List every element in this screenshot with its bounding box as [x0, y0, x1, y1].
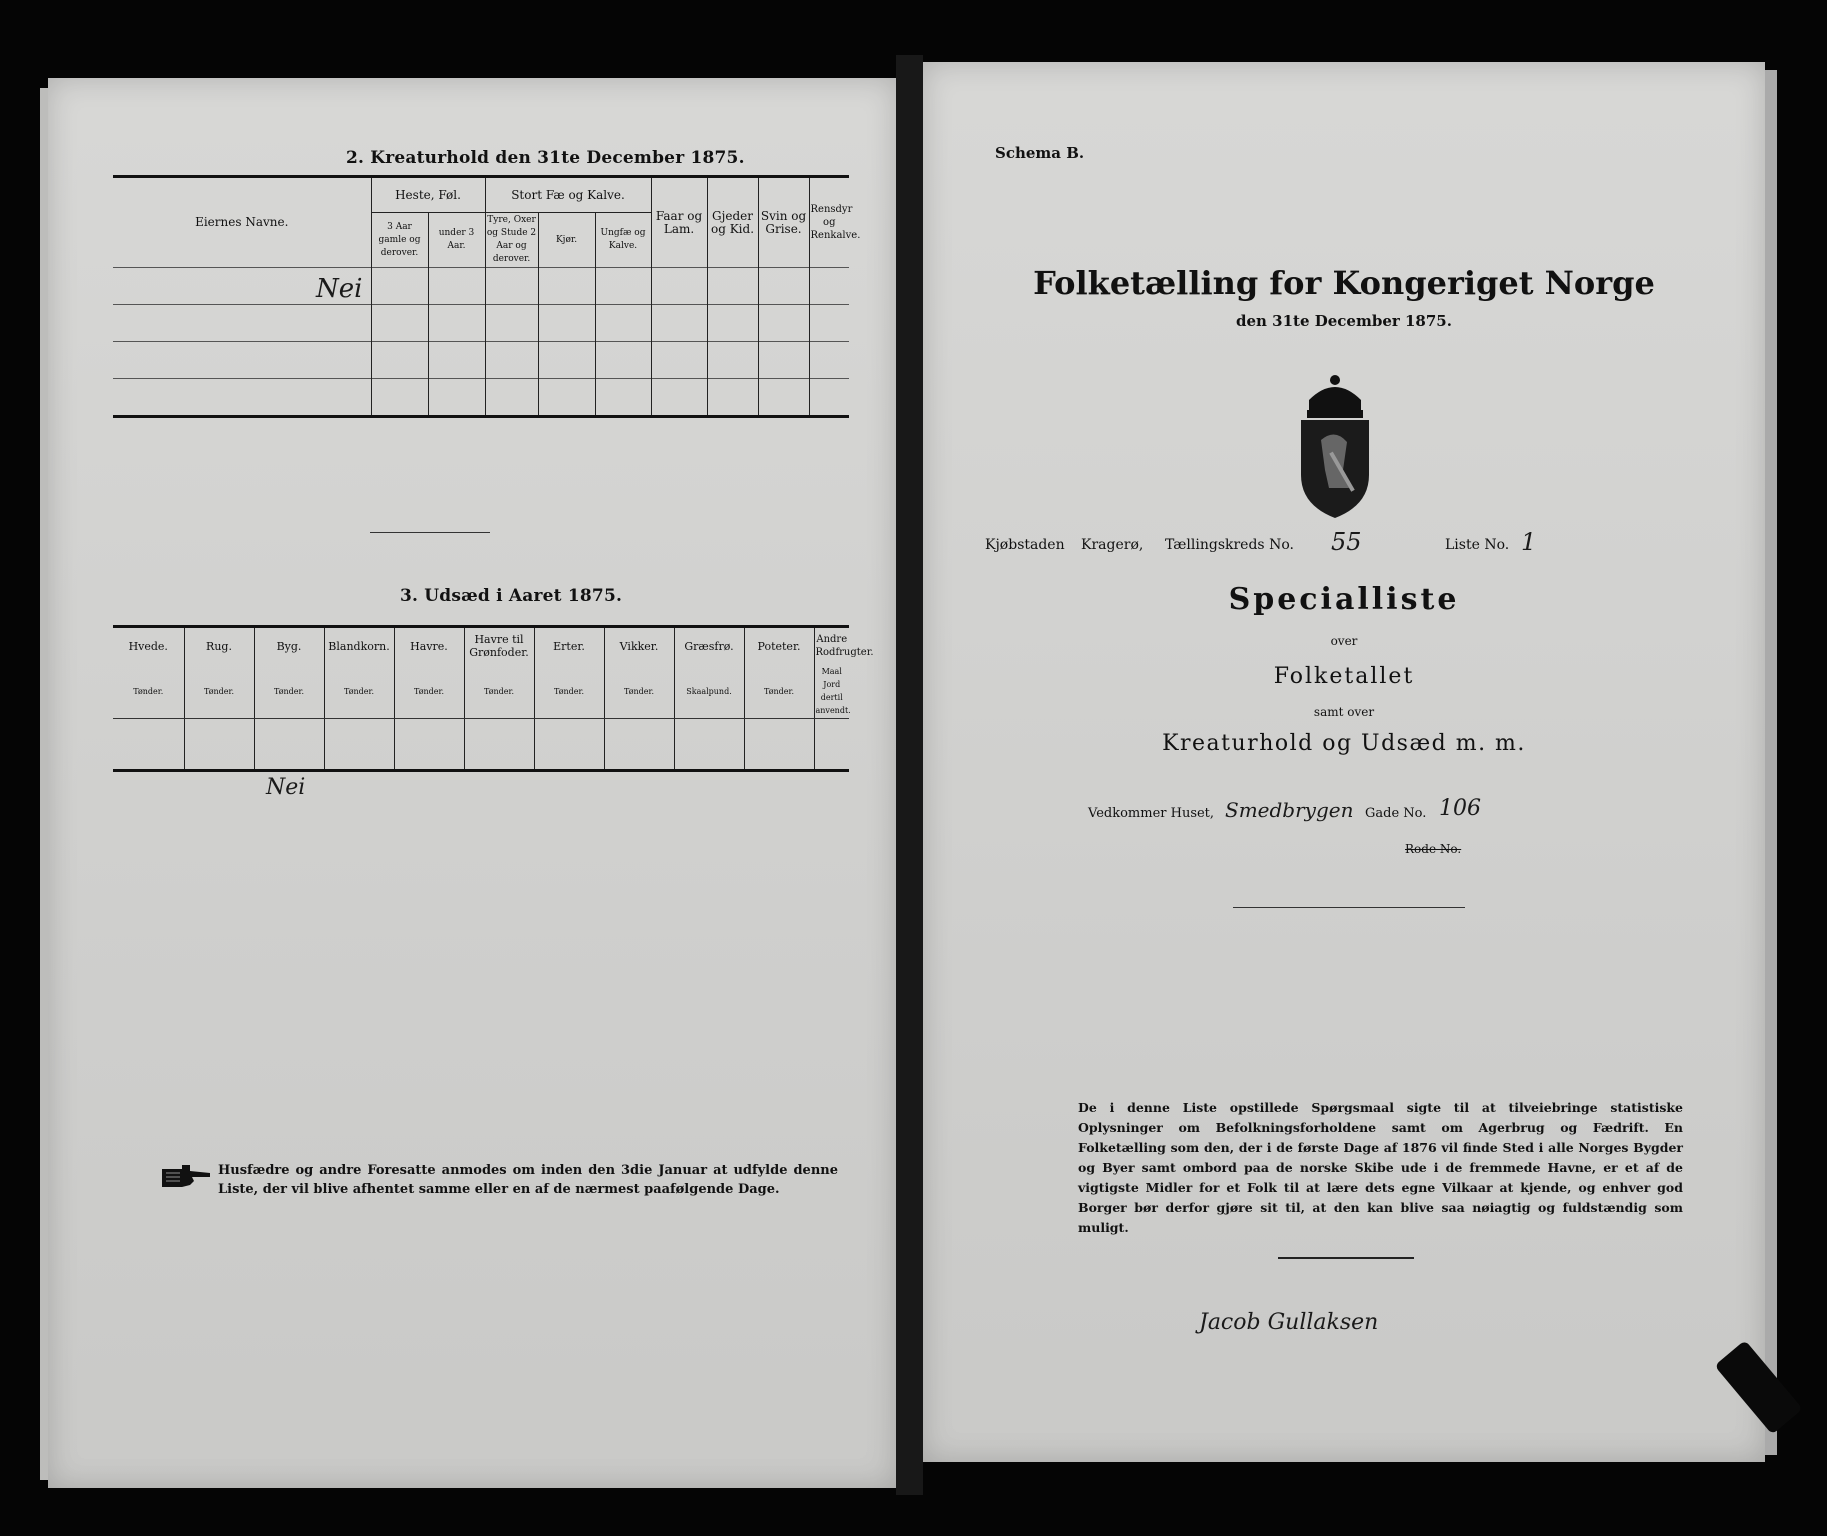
right-page-stack-edge [1765, 70, 1777, 1455]
sowing-col-header: Græsfrø. [674, 627, 744, 665]
sowing-cell [674, 719, 744, 771]
gade-value-handwritten: 106 [1439, 796, 1481, 821]
sowing-col-header: Havre til Grønfoder. [464, 627, 534, 665]
sowing-cell [744, 719, 814, 771]
sowing-table [113, 625, 874, 772]
sowing-col-unit: Tønder. [184, 664, 254, 719]
col-rensdyr-header: Rensdyr og Renkalve. [809, 177, 849, 268]
section-2-title: 2. Kreaturhold den 31te December 1875. [346, 148, 745, 168]
sowing-col-header: Erter. [534, 627, 604, 665]
stort-sub-header-3: Ungfæ og Kalve. [595, 213, 651, 268]
date-subtitle: den 31te December 1875. [1236, 312, 1452, 330]
sowing-col-header: Byg. [254, 627, 324, 665]
section-3-title: 3. Udsæd i Aaret 1875. [400, 586, 623, 606]
liste-label: Liste No. [1445, 537, 1510, 553]
sowing-cell [254, 719, 324, 771]
sowing-col-unit: Skaalpund. [674, 664, 744, 719]
sowing-cell [184, 719, 254, 771]
sowing-col-header: Blandkorn. [324, 627, 394, 665]
bleed-through-text [1623, 182, 1753, 1382]
samt-over-text: samt over [1313, 705, 1375, 719]
col-gjeder-header: Gjeder og Kid. [707, 177, 758, 268]
sowing-cell [814, 719, 849, 771]
divider-line [370, 532, 490, 533]
sowing-cell [534, 719, 604, 771]
sowing-col-header: Havre. [394, 627, 464, 665]
vedkommer-label: Vedkommer Huset, [1088, 806, 1215, 821]
right-page [923, 62, 1765, 1462]
liste-value-handwritten: 1 [1521, 528, 1537, 556]
pointing-hand-icon [160, 1163, 212, 1191]
sowing-col-unit: Tønder. [394, 664, 464, 719]
table-row [113, 268, 849, 305]
sowing-col-unit: Tønder. [324, 664, 394, 719]
stort-sub-header-1: Tyre, Oxer og Stude 2 Aar og derover. [485, 213, 538, 268]
heste-sub-header-1: 3 Aar gamle og derover. [371, 213, 428, 268]
sowing-cell [394, 719, 464, 771]
instruction-notice: Husfædre og andre Foresatte anmodes om inden den 3die Januar at udfylde denne Liste, der vil blive afhentet samme eller en af de nærmest paafølgende Dage. [218, 1163, 838, 1197]
instruction-paragraph: De i denne Liste opstillede Spørgsmaal sigte til at tilveiebringe statistiske Oplysninger om Befolkningsforholdene samt om Agerbrug og Fædrift. En Folketælling som den, der i de første Dage af 1876 vil finde Sted i alle Norges Bygder og Byer samt ombord paa de norske Skibe ude i de fremmede Havne, er et af de vigtigste Midler for et Folk til at lære dets egne Vilkaar at kjende, og enhver god Borger bør derfor gjøre sit til, at den kan blive saa nøiagtig og fuldstændig som muligt. [1078, 1100, 1683, 1235]
kreds-label: Tællingskreds No. [1165, 537, 1294, 553]
sowing-col-header: Andre Rodfrugter. [814, 627, 849, 665]
sowing-col-header: Poteter. [744, 627, 814, 665]
stort-sub-header-2: Kjør. [538, 213, 595, 268]
over-text-1: over [1330, 634, 1358, 648]
divider-line [1278, 1257, 1414, 1259]
bleed-through-text [58, 238, 158, 1438]
norwegian-coat-of-arms-icon [1279, 370, 1391, 520]
sowing-entry-handwritten: Nei [266, 775, 306, 800]
stort-fae-group-header: Stort Fæ og Kalve. [485, 177, 651, 213]
house-value-handwritten: Smedbrygen [1225, 798, 1354, 822]
col-owner-header: Eiernes Navne. [113, 177, 371, 268]
sowing-col-unit: Maal Jord dertil anvendt. [814, 664, 849, 719]
kjobstad-value: Kragerø, [1081, 537, 1144, 553]
divider-line [1233, 907, 1465, 908]
kjobstad-label: Kjøbstaden [985, 537, 1065, 553]
livestock-entry-handwritten: Nei [316, 274, 363, 304]
main-title: Folketælling for Kongeriget Norge [1033, 264, 1655, 302]
sowing-cell [324, 719, 394, 771]
kreds-value-handwritten: 55 [1331, 528, 1362, 556]
sowing-col-unit: Tønder. [534, 664, 604, 719]
sowing-col-unit: Tønder. [254, 664, 324, 719]
schema-label: Schema B. [995, 144, 1085, 162]
table-row [113, 305, 849, 342]
sowing-col-header: Rug. [184, 627, 254, 665]
sowing-cell [464, 719, 534, 771]
sowing-cell [604, 719, 674, 771]
kreaturhold-heading: Kreaturhold og Udsæd m. m. [1162, 731, 1526, 756]
folketallet-heading: Folketallet [1273, 664, 1415, 689]
sowing-col-unit: Tønder. [604, 664, 674, 719]
left-page [48, 78, 896, 1488]
book-spine [896, 55, 923, 1495]
col-svin-header: Svin og Grise. [758, 177, 809, 268]
sowing-col-unit: Tønder. [464, 664, 534, 719]
sowing-col-header: Vikker. [604, 627, 674, 665]
rode-label: Rode No. [1405, 842, 1462, 856]
sowing-col-unit: Tønder. [113, 664, 184, 719]
table-row [113, 719, 849, 771]
signature-handwritten: Jacob Gullaksen [1199, 1310, 1379, 1335]
livestock-table [113, 175, 861, 418]
heste-sub-header-2: under 3 Aar. [428, 213, 485, 268]
gade-label: Gade No. [1365, 806, 1427, 821]
heste-group-header: Heste, Føl. [371, 177, 485, 213]
sowing-col-unit: Tønder. [744, 664, 814, 719]
sowing-col-header: Hvede. [113, 627, 184, 665]
sowing-cell [113, 719, 184, 771]
col-faar-header: Faar og Lam. [651, 177, 707, 268]
specialliste-heading: Specialliste [1228, 582, 1460, 617]
table-row [113, 342, 849, 379]
table-row [113, 379, 849, 417]
